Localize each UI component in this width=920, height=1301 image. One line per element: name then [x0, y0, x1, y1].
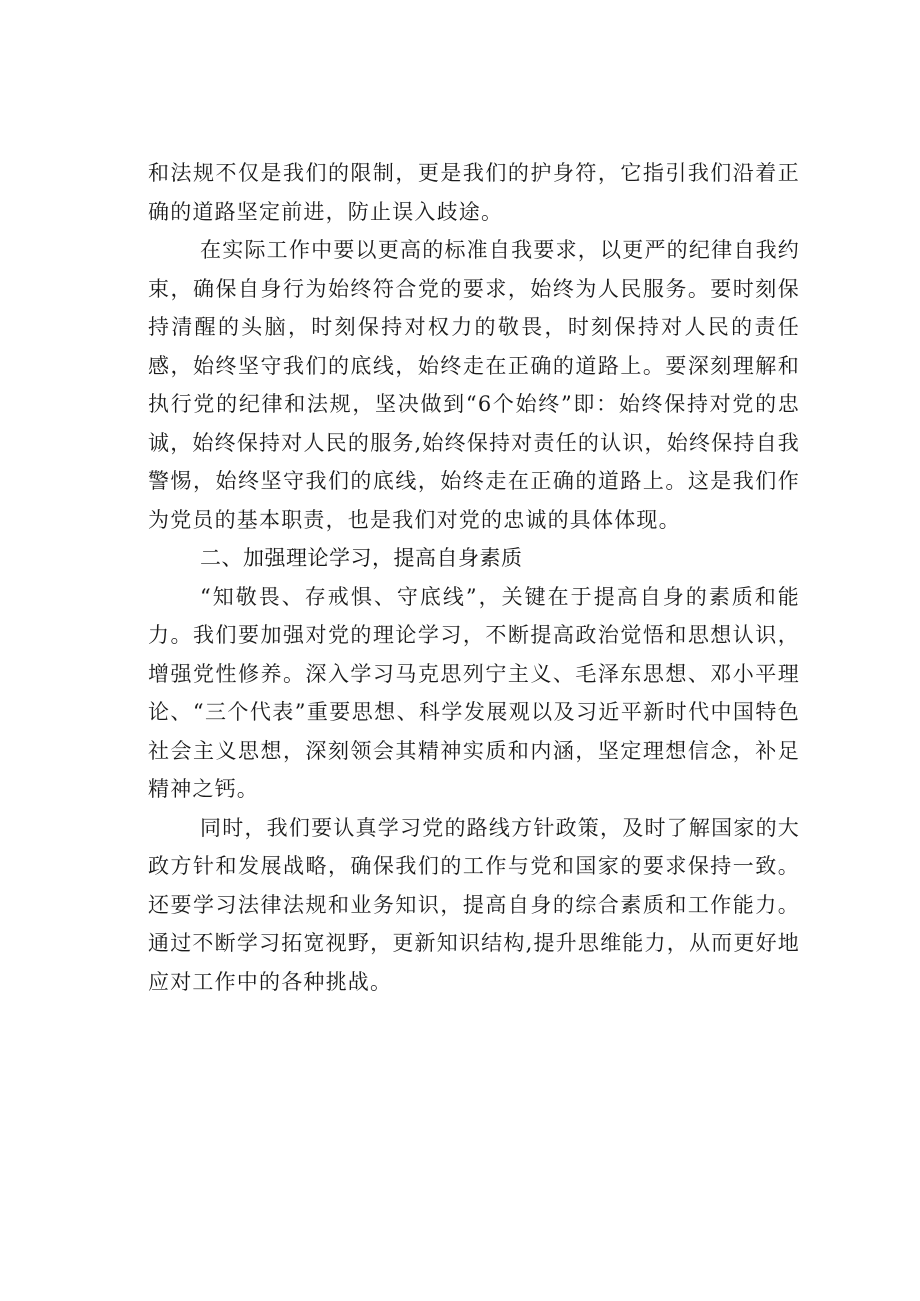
- section-heading: 二、加强理论学习，提高自身素质: [200, 546, 523, 570]
- paragraph-policy-study: 同时，我们要认真学习党的路线方针政策，及时了解国家的大政方针和发展战略，确保我们的工作与党和国家的要求保持一致。还要学习法律法规和业务知识，提高自身的综合素质和工作能力。通过不断学习拓宽视野，更新知识结构,提升思维能力，从而更好地应对工作中的各种挑战。: [148, 815, 800, 994]
- paragraph-discipline: 在实际工作中要以更高的标准自我要求，以更严的纪律自我约束，确保自身行为始终符合党的要求，始终为人民服务。要时刻保持清醒的头脑，时刻保持对权力的敬畏，时刻保持对人民的责任感，始终坚守我们的底线，始终走在正确的道路上。要深刻理解和执行党的纪律和法规，坚决做到“6个始终”即：始终保持对党的忠诚，始终保持对人民的服务,始终保持对责任的认识，始终保持自我警惕，始终坚守我们的底线，始终走在正确的道路上。这是我们作为党员的基本职责，也是我们对党的忠诚的具体体现。: [148, 238, 800, 532]
- document-body: [148, 154, 800, 1001]
- paragraph-theory-study: “知敬畏、存戒惧、守底线”，关键在于提高自身的素质和能力。我们要加强对党的理论学习，不断提高政治觉悟和思想认识，增强党性修养。深入学习马克思列宁主义、毛泽东思想、邓小平理论、“三个代表”重要思想、科学发展观以及习近平新时代中国特色社会主义思想，深刻领会其精神实质和内涵，坚定理想信念，补足精神之钙。: [148, 584, 800, 801]
- paragraph-continuation: 和法规不仅是我们的限制，更是我们的护身符，它指引我们沿着正确的道路坚定前进，防止误入歧途。: [148, 161, 800, 224]
